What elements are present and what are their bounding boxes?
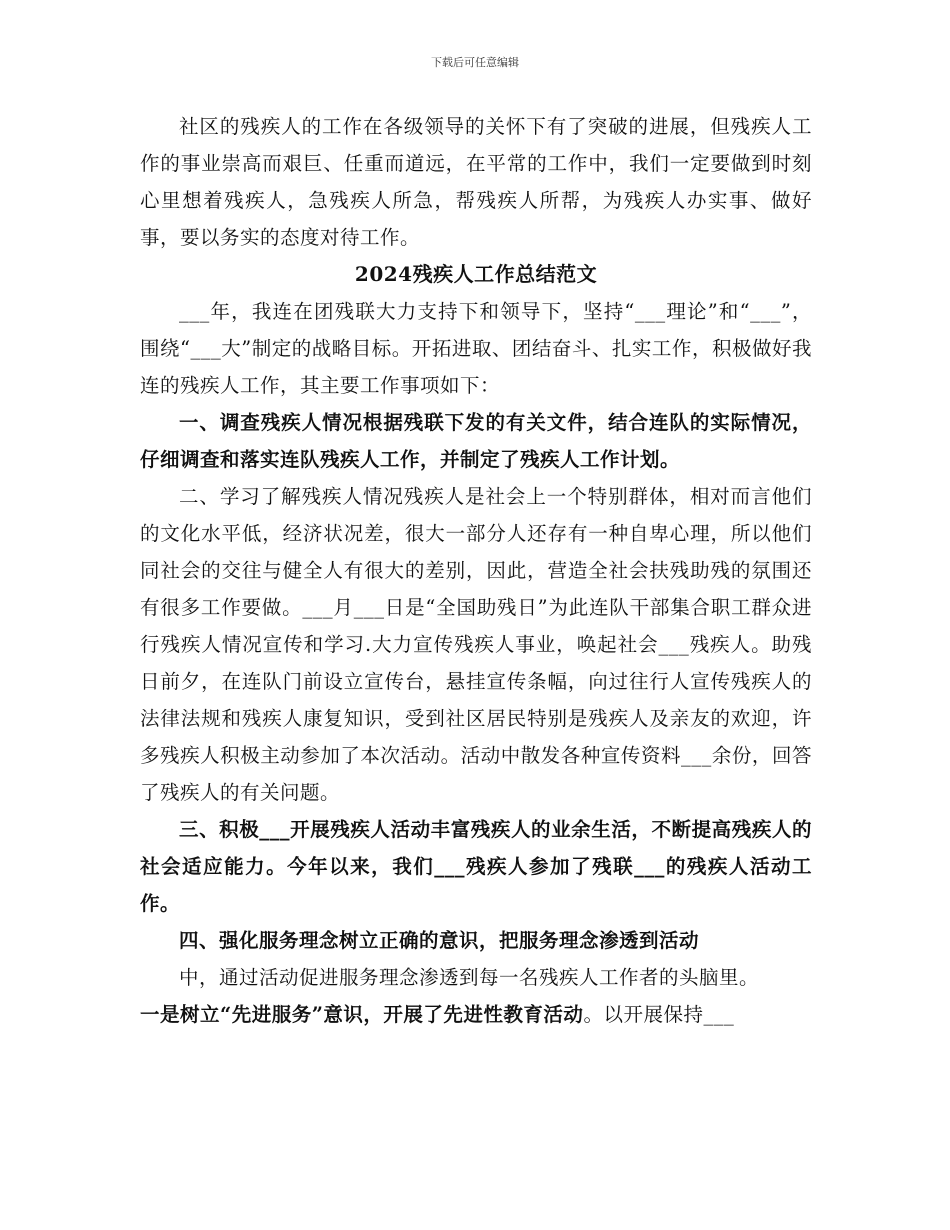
section-2-paragraph: 二、学习了解残疾人情况残疾人是社会上一个特别群体，相对而言他们的文化水平低，经济状况差，很大一部分人还存有一种自卑心理，所以他们同社会的交往与健全人有很大的差别，因此，营造全社会扶残助残的氛围还有很多工作要做。___月___日是“全国助残日”为此连队干部集合职工群众进行残疾人情况宣传和学习.大力宣传残疾人事业，唤起社会___残疾人。助残日前夕，在连队门前设立宣传台，悬挂宣传条幅，向过往行人宣传残疾人的法律法规和残疾人康复知识，受到社区居民特别是残疾人及亲友的欢迎，许多残疾人积极主动参加了本次活动。活动中散发各种宣传资料___余份，回答了残疾人的有关问题。 xyxy=(140,485,812,804)
section-4-heading: 四、强化服务理念树立正确的意识，把服务理念渗透到活动 xyxy=(179,929,700,952)
section-1-heading: 一、调查残疾人情况根据残联下发的有关文件，结合连队的实际情况，仔细调查和落实连队残疾人工作，并制定了残疾人工作计划。 xyxy=(140,411,812,471)
page-header: 下载后可任意编辑 xyxy=(431,56,519,69)
paragraph-opening: ___年，我连在团残联大力支持下和领导下，坚持“___理论”和“___”，围绕“___大”制定的战略目标。开拓进取、团结奋斗、扎实工作，积极做好我连的残疾人工作，其主要工作事项如下： xyxy=(140,300,812,397)
section-3-heading: 三、积极___开展残疾人活动丰富残疾人的业余生活，不断提高残疾人的社会适应能力。今年以来，我们___残疾人参加了残联___的残疾人活动工作。 xyxy=(140,818,812,915)
section-4-continuation xyxy=(140,996,812,1033)
bold-lead-text: 一是树立“先进服务”意识，开展了先进性教育活动 xyxy=(140,1003,584,1026)
section-4-paragraph: 中，通过活动促进服务理念渗透到每一名残疾人工作者的头脑里。 xyxy=(179,966,760,989)
document-title: 2024残疾人工作总结范文 xyxy=(354,262,598,286)
document-body xyxy=(140,108,812,1033)
paragraph-intro: 社区的残疾人的工作在各级领导的关怀下有了突破的进展，但残疾人工作的事业崇高而艰巨、任重而道远，在平常的工作中，我们一定要做到时刻心里想着残疾人，急残疾人所急，帮残疾人所帮，为残疾人办实事、做好事，要以务实的态度对待工作。 xyxy=(140,115,812,249)
trailing-text: 。以开展保持___ xyxy=(583,1003,735,1026)
